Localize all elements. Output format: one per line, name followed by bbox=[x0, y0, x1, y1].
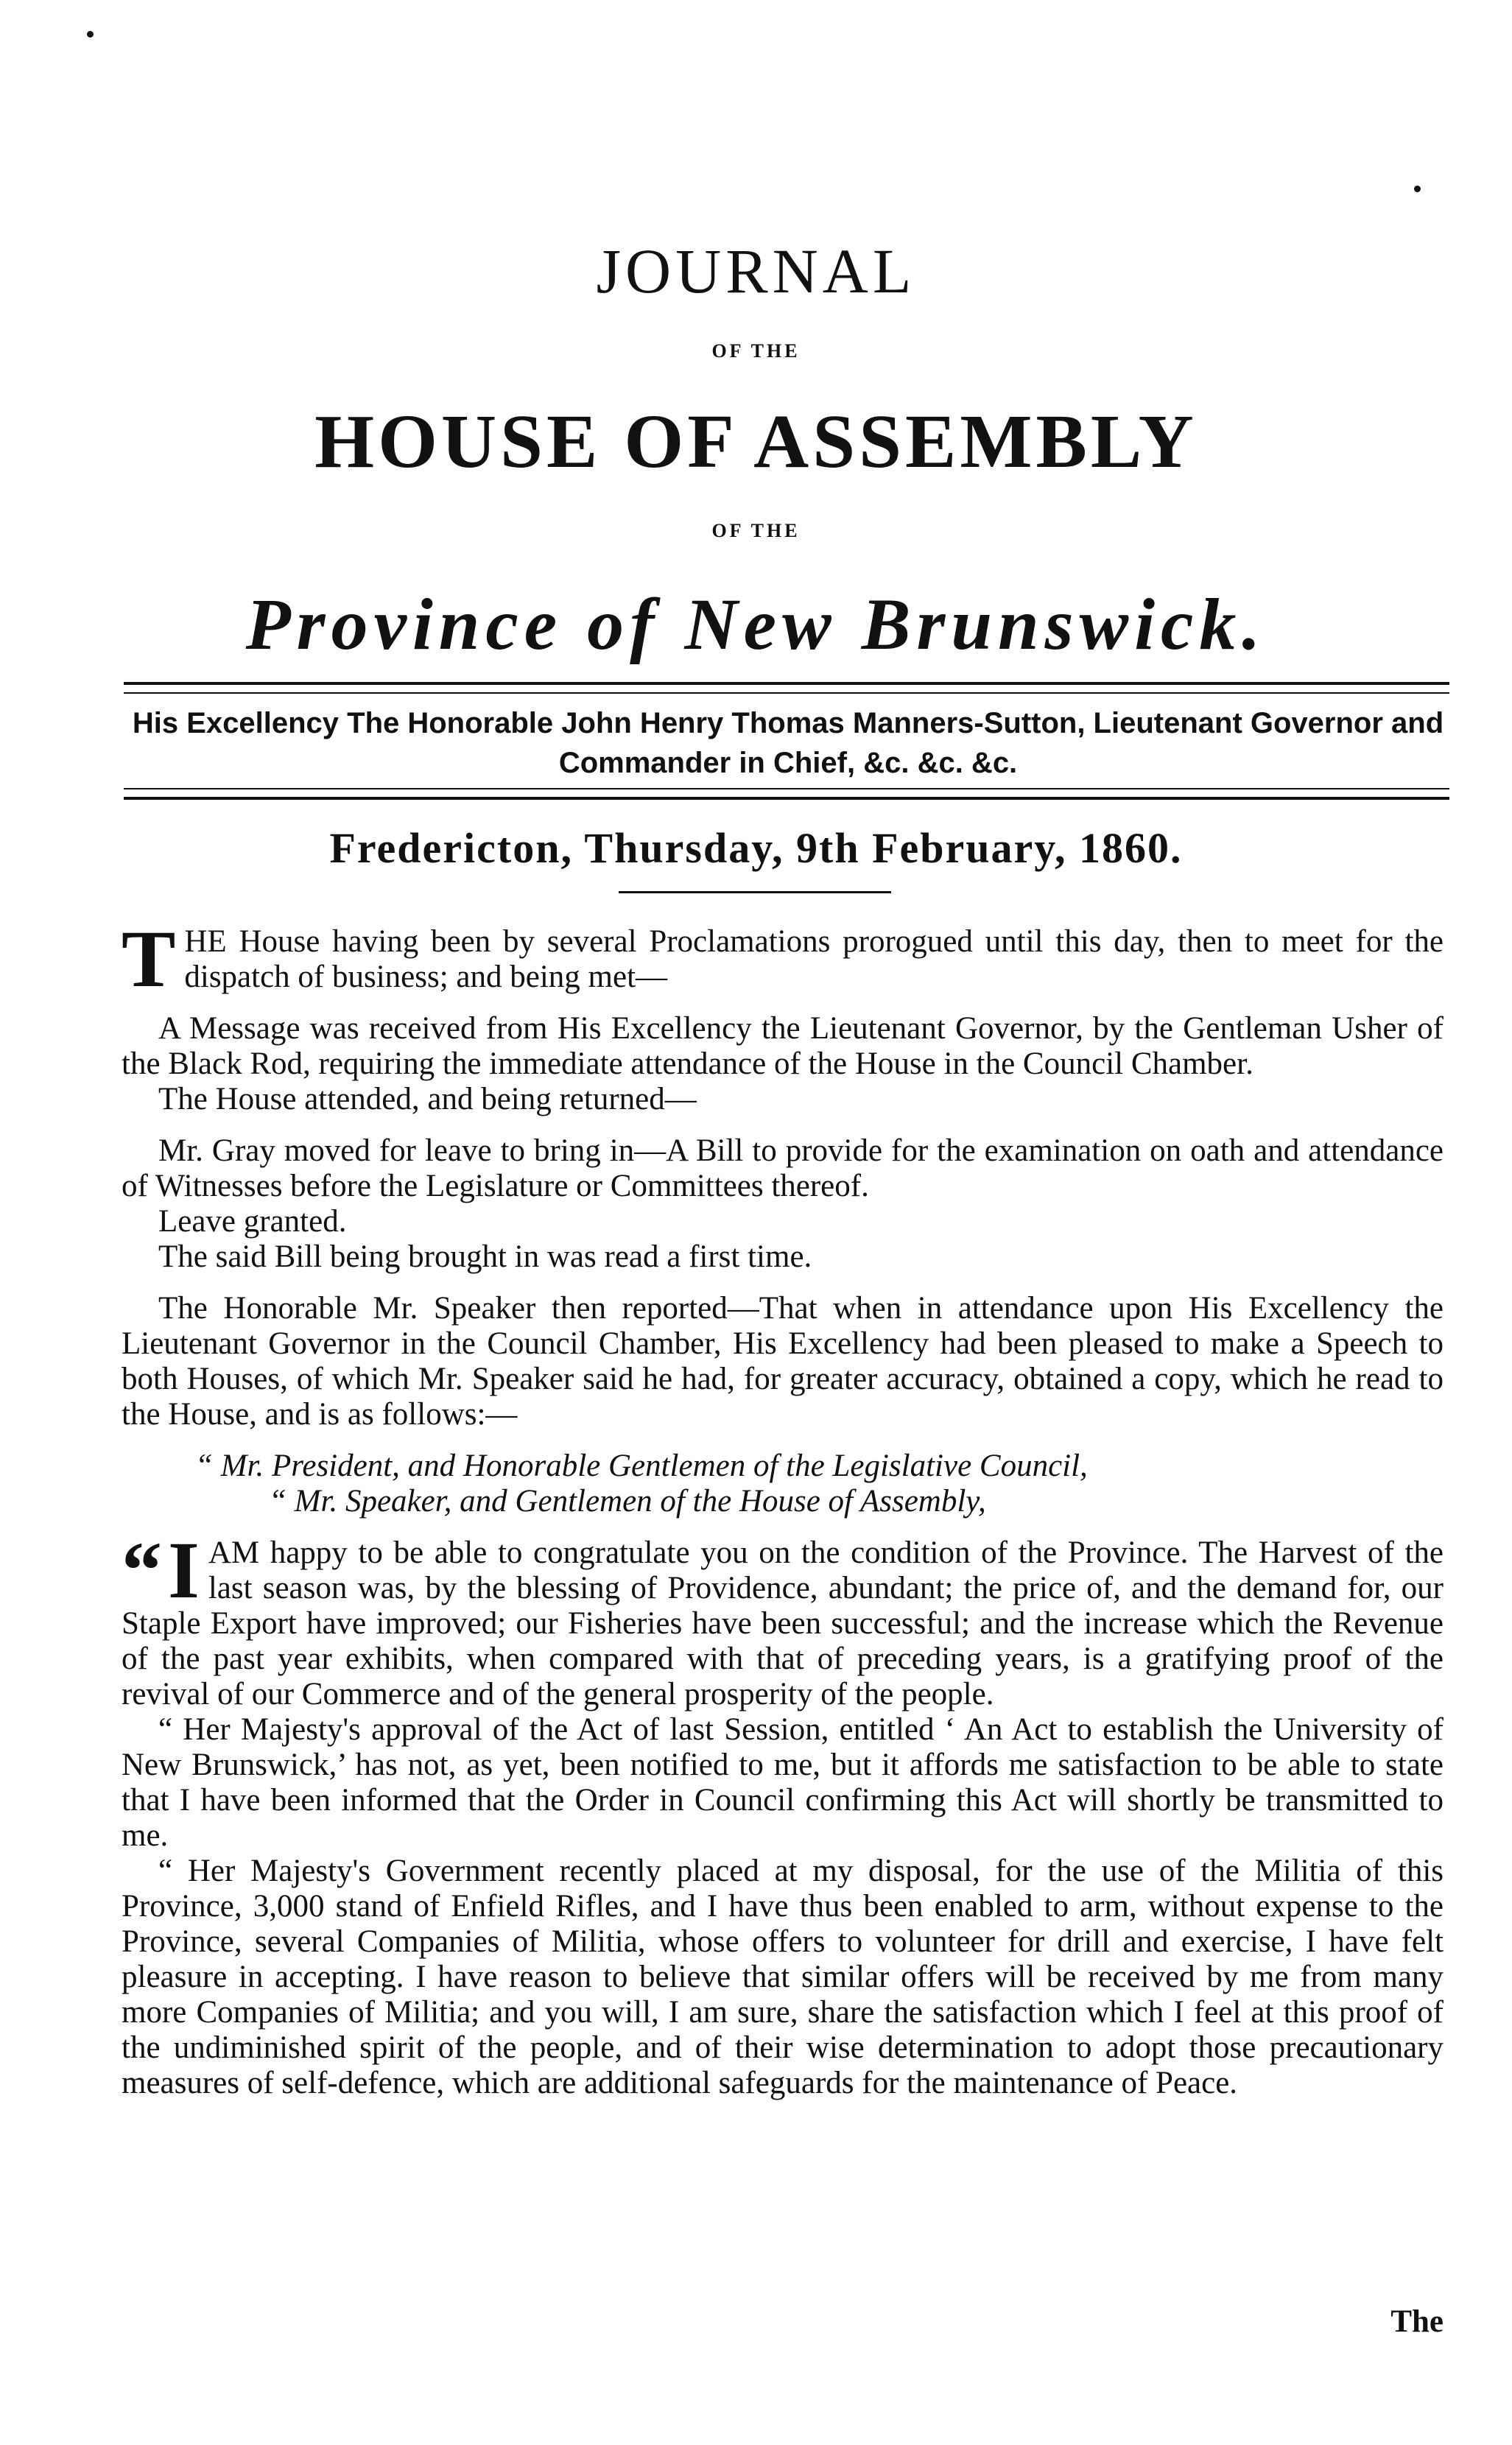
journal-body bbox=[122, 914, 1444, 2101]
paragraph: The said Bill being brought in was read a first time. bbox=[158, 1239, 812, 1274]
paragraph-text: AM happy to be able to congratulate you on the condition of the Province. The Harvest of the last season was, by the blessing of Providence, abundant; the price of, and the demand for, our Staple Export have improved; our Fisheries have been successful; and the increase which the Revenue of the past year exhibits, when compared with that of preceding years, is a gratifying proof of the revival of our Commerce and of the general prosperity of the people. bbox=[122, 1535, 1444, 1712]
catchword: The bbox=[1390, 2304, 1444, 2339]
ink-speck bbox=[1414, 186, 1421, 192]
house-of-assembly-title: HOUSE OF ASSEMBLY bbox=[314, 399, 1198, 484]
salutation: “ Mr. President, and Honorable Gentlemen of the Legislative Council, bbox=[195, 1449, 1088, 1483]
divider-rule bbox=[124, 692, 1449, 694]
dateline: Fredericton, Thursday, 9th February, 1860. bbox=[329, 824, 1183, 872]
of-the-line: OF THE bbox=[711, 520, 801, 541]
drop-cap: I bbox=[168, 1525, 200, 1615]
paragraph: The Honorable Mr. Speaker then reported—That when in attendance upon His Excellency the Lieutenant Governor in the Council Chamber, His Excellency had been pleased to make a Speech to both Houses, of which Mr. Speaker said he had, for greater accuracy, obtained a copy, which he read to the House, and is as follows:— bbox=[122, 1291, 1444, 1432]
salutation: “ Mr. Speaker, and Gentlemen of the House of Assembly, bbox=[269, 1484, 986, 1519]
divider-rule bbox=[124, 788, 1449, 789]
province-title: Province of New Brunswick. bbox=[245, 583, 1267, 665]
ink-speck bbox=[87, 31, 94, 38]
paragraph: Leave granted. bbox=[158, 1204, 347, 1239]
paragraph: Mr. Gray moved for leave to bring in—A Bill to provide for the examination on oath and attendance of Witnesses before the Legislature or Committees thereof. bbox=[122, 1133, 1444, 1203]
paragraph: A Message was received from His Excellency the Lieutenant Governor, by the Gentleman Usher of the Black Rod, requiring the immediate attendance of the House in the Council Chamber. bbox=[122, 1011, 1444, 1081]
speech-opening-paragraph bbox=[122, 1525, 1444, 1712]
short-rule bbox=[619, 891, 891, 893]
opening-paragraph bbox=[122, 914, 1444, 1004]
of-the-line: OF THE bbox=[711, 340, 801, 362]
opening-quote-mark: “ bbox=[122, 1525, 162, 1615]
journal-title: JOURNAL bbox=[596, 236, 916, 306]
divider-rule bbox=[124, 682, 1449, 685]
paragraph: “ Her Majesty's approval of the Act of last Session, entitled ‘ An Act to establish the University of New Brunswick,’ has not, as yet, been notified to me, but it affords me satisfaction to be able to state that I have been informed that the Order in Council confirming this Act will shortly be transmitted to me. bbox=[122, 1712, 1444, 1853]
divider-rule bbox=[124, 797, 1449, 800]
governor-line: His Excellency The Honorable John Henry Thomas Manners-Sutton, Lieutenant Governor and Commander in Chief, &c. &c. &c. bbox=[132, 707, 1444, 779]
paragraph: “ Her Majesty's Government recently placed at my disposal, for the use of the Militia of this Province, 3,000 stand of Enfield Rifles, and I have thus been enabled to arm, without expense to the Province, several Companies of Militia, whose offers to volunteer for drill and exercise, I have felt pleasure in accepting. I have reason to believe that similar offers will be received by me from many more Companies of Militia; and you will, I am sure, share the satisfaction which I feel at this proof of the undiminished spirit of the people, and of their wise determination to adopt those precautionary measures of self-defence, which are additional safeguards for the maintenance of Peace. bbox=[122, 1854, 1444, 2100]
drop-cap: T bbox=[122, 914, 176, 1004]
paragraph: The House attended, and being returned— bbox=[158, 1082, 697, 1116]
paragraph-text: HE House having been by several Proclamations prorogued until this day, then to meet for the dispatch of business; and being met— bbox=[184, 924, 1444, 994]
